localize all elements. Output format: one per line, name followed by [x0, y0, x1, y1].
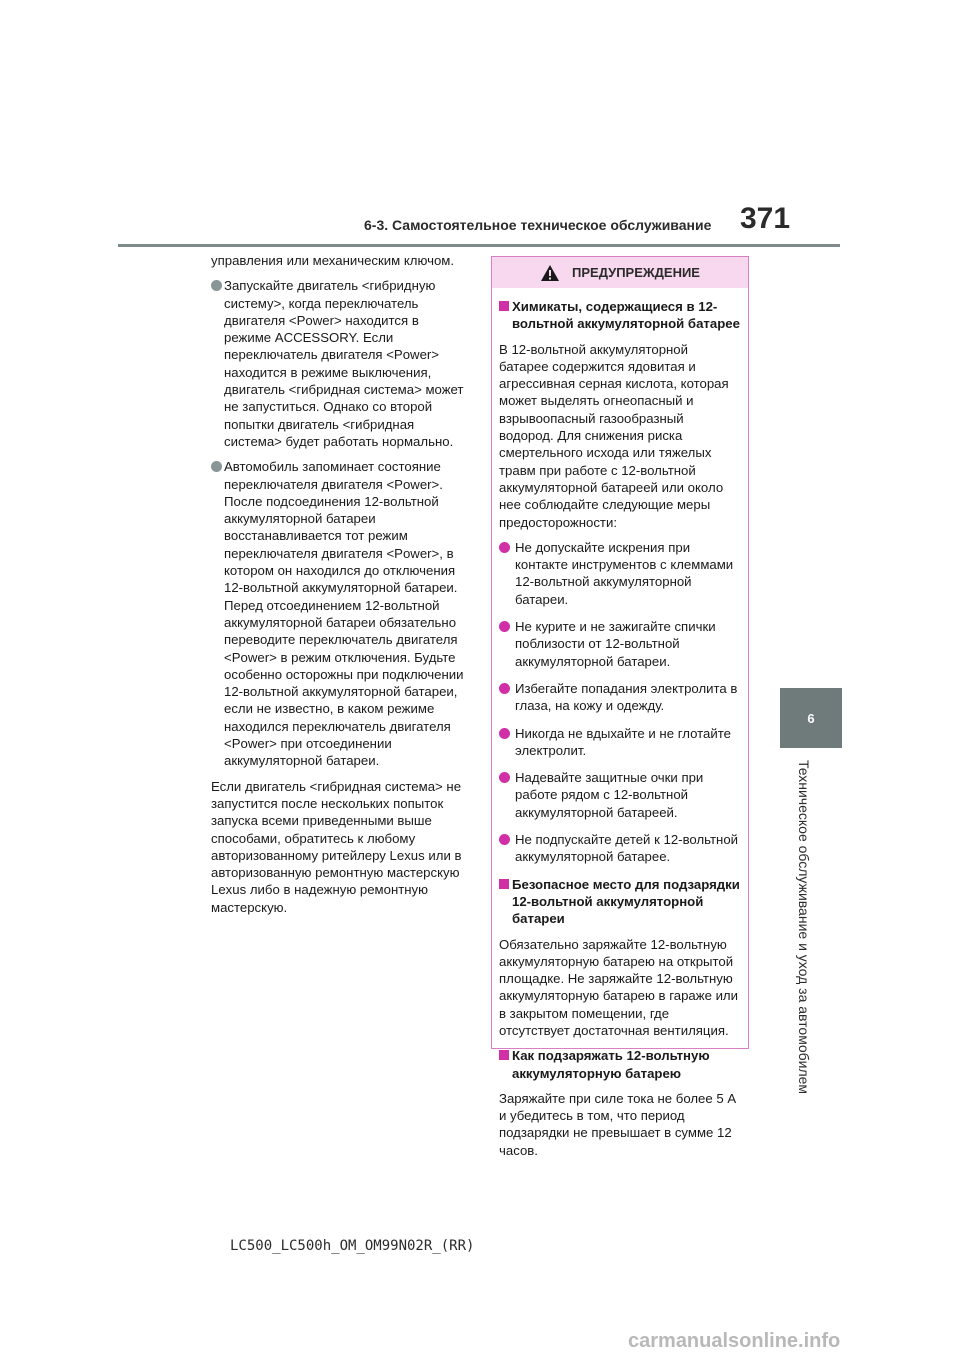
bullet-icon: [499, 772, 510, 783]
bullet-icon: [499, 683, 510, 694]
section-square-icon: [499, 879, 509, 889]
warning-paragraph: Обязательно заряжайте 12-вольтную аккумуляторную батарею на открытой площадке. Не заряжайте 12-вольтную аккумуляторную батарею в гараже или в закрытом помещении, где отсутствует достаточная вентиляция.: [499, 936, 738, 1038]
heading-text: Как подзаряжать 12-вольтную аккумуляторную батарею: [512, 1048, 710, 1081]
document-code: LC500_LC500h_OM_OM99N02R_(RR): [230, 1238, 475, 1254]
list-item: [211, 277, 469, 450]
chapter-number: 6: [807, 710, 815, 726]
list-item-text: Никогда не вдыхайте и не глотайте электролит.: [515, 725, 731, 758]
warning-list-item: [499, 769, 741, 821]
chapter-side-label: [789, 760, 819, 1100]
warning-box: [491, 256, 749, 1158]
left-column: [211, 252, 469, 924]
list-item-text: Не курите и не зажигайте спички поблизости от 12-вольтной аккумуляторной батареи.: [515, 619, 716, 669]
bullet-icon: [499, 728, 510, 739]
list-item-text: Надевайте защитные очки при работе рядом с 12-вольтной аккумуляторной батареей.: [515, 770, 704, 820]
bullet-icon: [211, 461, 222, 472]
section-square-icon: [499, 1050, 509, 1060]
warning-list-item: [499, 618, 741, 670]
list-item-text: Запускайте двигатель <гибридную систему>, когда переключатель двигателя <Power> находится в режиме ACCESSORY. Если переключатель двигателя <Power> находится в режиме выключения, двигатель <гибридная система> может не запуститься. Однако со второй попытки двигатель <гибридная система> будет работать нормально.: [224, 278, 464, 449]
warning-list-item: [499, 539, 741, 608]
bullet-icon: [499, 834, 510, 845]
chapter-title: Техническое обслуживание и уход за автомобилем: [796, 760, 812, 1095]
bullet-icon: [499, 542, 510, 553]
list-item-text: Автомобиль запоминает состояние переключателя двигателя <Power>. После подсоединения 12-вольтной аккумуляторной батареи восстанавливается тот режим переключателя двигателя <Power>, в котором он находился до отключения 12-вольтной аккумуляторной батареи. Перед отсоединением 12-вольтной аккумуляторной батареи обязательно переводите переключатель двигателя <Power> в режим отключения. Будьте особенно осторожны при подключении 12-вольтной аккумуляторной батареи, если не известно, в каком режиме находился переключатель двигателя <Power> при отсоединении аккумуляторной батареи.: [224, 459, 464, 769]
bullet-icon: [499, 621, 510, 632]
list-item-text: Не подпускайте детей к 12-вольтной аккумуляторной батарее.: [515, 832, 739, 865]
warning-list-item: [499, 680, 741, 715]
bullet-icon: [211, 280, 222, 291]
list-item: [211, 458, 469, 769]
warning-triangle-icon: [540, 264, 560, 282]
warning-list-item: [499, 831, 741, 866]
warning-paragraph: В 12-вольтной аккумуляторной батарее содержится ядовитая и агрессивная серная кислота, которая может выделять огнеопасный и взрывоопасный газообразный водород. Для снижения риска смертельного исхода или тяжелых травм при работе с 12-вольтной аккумуляторной батареей или около нее соблюдайте следующие меры предосторожности:: [499, 341, 729, 530]
warning-section-heading: [499, 298, 741, 333]
warning-title: ПРЕДУПРЕЖДЕНИЕ: [572, 265, 700, 280]
heading-text: Безопасное место для подзарядки 12-вольтной аккумуляторной батареи: [512, 876, 740, 927]
section-title: 6-3. Самостоятельное техническое обслуживание: [364, 217, 712, 233]
list-item-text: Избегайте попадания электролита в глаза, на кожу и одежду.: [515, 680, 738, 714]
intro-line: управления или механическим ключом.: [211, 253, 455, 268]
closing-paragraph: Если двигатель <гибридная система> не запустится после нескольких попыток запуска всеми приведенными выше способами, обратитесь к любому авторизованному ритейлеру Lexus или в авторизованную ремонтную мастерскую Lexus либо в надежную ремонтную мастерскую.: [211, 778, 462, 915]
warning-paragraph: Заряжайте при силе тока не более 5 А и убедитесь в том, что период подзарядки не превышает в сумме 12 часов.: [499, 1090, 737, 1158]
warning-section-heading: [499, 876, 741, 928]
warning-section-heading: [499, 1047, 741, 1082]
header-divider: [118, 244, 840, 247]
warning-body: [492, 288, 748, 1159]
page-number: 371: [740, 202, 791, 235]
warning-header: [492, 257, 748, 288]
list-item-text: Не допускайте искрения при контакте инструментов с клеммами 12-вольтной аккумуляторной батареи.: [515, 539, 734, 607]
warning-list-item: [499, 725, 741, 760]
section-square-icon: [499, 301, 509, 311]
chapter-tab: [780, 688, 842, 748]
watermark: carmanualsonline.info: [628, 1330, 841, 1352]
heading-text: Химикаты, содержащиеся в 12-вольтной аккумуляторной батарее: [512, 299, 740, 332]
